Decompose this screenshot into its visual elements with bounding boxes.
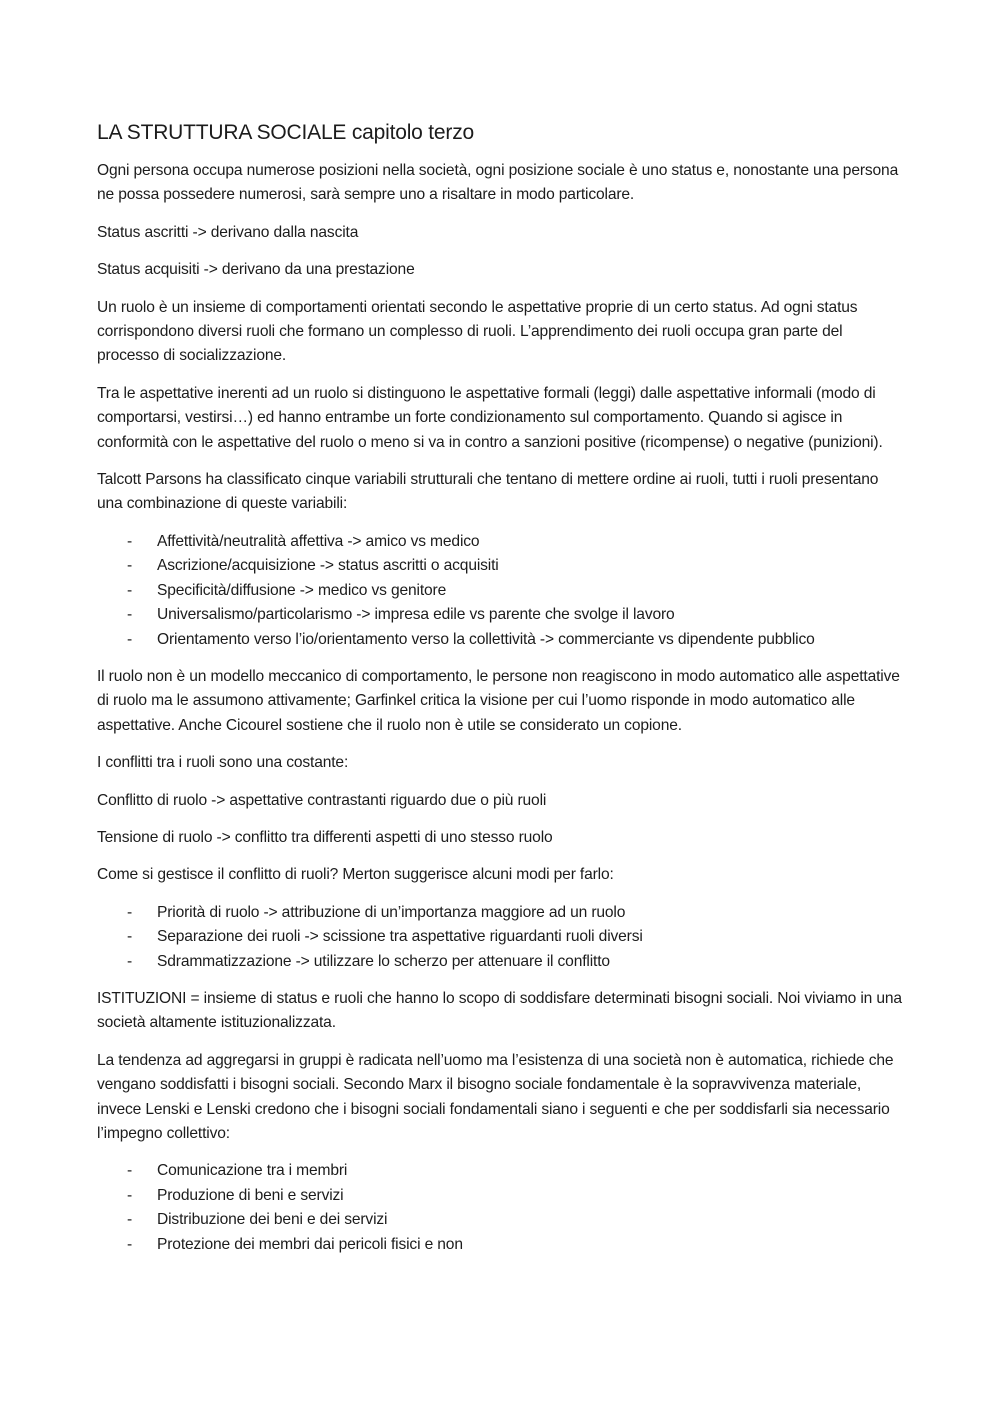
bullet-dash: -	[127, 952, 133, 970]
list-item	[97, 1233, 907, 1257]
list-item-text: Affettività/neutralità affettiva -> amico vs medico	[157, 532, 480, 550]
list-item	[97, 1159, 907, 1183]
bullet-dash: -	[127, 1186, 133, 1204]
list-item	[97, 579, 907, 603]
list-item	[97, 628, 907, 652]
list-item-text: Ascrizione/acquisizione -> status ascritti o acquisiti	[157, 557, 499, 575]
list-item	[97, 925, 907, 949]
list-item-text: Distribuzione dei beni e dei servizi	[157, 1211, 388, 1229]
paragraph-aspettative: Tra le aspettative inerenti ad un ruolo si distinguono le aspettative formali (leggi) dalle aspettative informali (modo di comportarsi, vestirsi…) ed hanno entrambe un forte condizionamento sul comportamento. Quando si agisce in conformità con le aspettative del ruolo o meno si va in contro a sanzioni positive (ricompense) o negative (punizioni).	[97, 384, 883, 451]
document-title: LA STRUTTURA SOCIALE capitolo terzo	[97, 121, 474, 144]
paragraph-tensione-ruolo: Tensione di ruolo -> conflitto tra differenti aspetti di uno stesso ruolo	[97, 828, 553, 846]
list-gestione-conflitto	[97, 901, 907, 974]
paragraph-status-ascritti: Status ascritti -> derivano dalla nascita	[97, 223, 359, 241]
list-item-text: Sdrammatizzazione -> utilizzare lo scherzo per attenuare il conflitto	[157, 952, 610, 970]
list-item	[97, 1208, 907, 1232]
bullet-dash: -	[127, 581, 133, 599]
list-item-text: Separazione dei ruoli -> scissione tra aspettative riguardanti ruoli diversi	[157, 928, 643, 946]
paragraph-ruolo: Un ruolo è un insieme di comportamenti orientati secondo le aspettative proprie di un certo status. Ad ogni status corrispondono diversi ruoli che formano un complesso di ruoli. L’apprendimento dei ruoli occupa gran parte del processo di socializzazione.	[97, 298, 858, 365]
paragraph-conflitti: I conflitti tra i ruoli sono una costante:	[97, 754, 349, 772]
bullet-dash: -	[127, 903, 133, 921]
paragraph-parsons: Talcott Parsons ha classificato cinque variabili strutturali che tentano di mettere ordine ai ruoli, tutti i ruoli presentano una combinazione di queste variabili:	[97, 471, 879, 513]
paragraph-status-intro: Ogni persona occupa numerose posizioni nella società, ogni posizione sociale è uno status e, nonostante una persona ne possa possedere numerosi, sarà sempre uno a risaltare in modo particolare.	[97, 162, 899, 204]
list-item	[97, 1184, 907, 1208]
bullet-dash: -	[127, 557, 133, 575]
paragraph-status-acquisiti: Status acquisiti -> derivano da una prestazione	[97, 261, 415, 279]
list-item	[97, 554, 907, 578]
list-bisogni-sociali	[97, 1159, 907, 1257]
list-item-text: Universalismo/particolarismo -> impresa edile vs parente che svolge il lavoro	[157, 606, 675, 624]
bullet-dash: -	[127, 606, 133, 624]
bullet-dash: -	[127, 630, 133, 648]
list-variabili-strutturali	[97, 530, 907, 652]
paragraph-conflitto-ruolo: Conflitto di ruolo -> aspettative contrastanti riguardo due o più ruoli	[97, 791, 547, 809]
list-item-text: Orientamento verso l’io/orientamento verso la collettività -> commerciante vs dipendente pubblico	[157, 630, 815, 648]
list-item	[97, 530, 907, 554]
paragraph-merton: Come si gestisce il conflitto di ruoli? Merton suggerisce alcuni modi per farlo:	[97, 866, 614, 884]
list-item	[97, 950, 907, 974]
document-body	[97, 118, 907, 1270]
bullet-dash: -	[127, 1162, 133, 1180]
paragraph-istituzioni: ISTITUZIONI = insieme di status e ruoli che hanno lo scopo di soddisfare determinati bisogni sociali. Noi viviamo in una società altamente istituzionalizzata.	[97, 989, 902, 1032]
list-item-text: Protezione dei membri dai pericoli fisici e non	[157, 1235, 463, 1253]
list-item-text: Comunicazione tra i membri	[157, 1162, 348, 1180]
list-item-text: Specificità/diffusione -> medico vs genitore	[157, 581, 447, 599]
list-item	[97, 603, 907, 627]
paragraph-bisogni-sociali: La tendenza ad aggregarsi in gruppi è radicata nell’uomo ma l’esistenza di una società non è automatica, richiede che vengano soddisfatti i bisogni sociali. Secondo Marx il bisogno sociale fondamentale è la sopravvivenza materiale, invece Lenski e Lenski credono che i bisogni sociali fondamentali siano i seguenti e che per soddisfarli sia necessario l’impegno collettivo:	[97, 1051, 894, 1142]
bullet-dash: -	[127, 928, 133, 946]
paragraph-ruolo-meccanico: Il ruolo non è un modello meccanico di comportamento, le persone non reagiscono in modo automatico alle aspettative di ruolo ma le assumono attivamente; Garfinkel critica la visione per cui l’uomo risponde in modo automatico alle aspettative. Anche Cicourel sostiene che il ruolo non è utile se considerato un copione.	[97, 667, 900, 734]
list-item-text: Produzione di beni e servizi	[157, 1186, 344, 1204]
list-item-text: Priorità di ruolo -> attribuzione di un’importanza maggiore ad un ruolo	[157, 903, 626, 921]
bullet-dash: -	[127, 1211, 133, 1229]
bullet-dash: -	[127, 1235, 133, 1253]
bullet-dash: -	[127, 532, 133, 550]
list-item	[97, 901, 907, 925]
